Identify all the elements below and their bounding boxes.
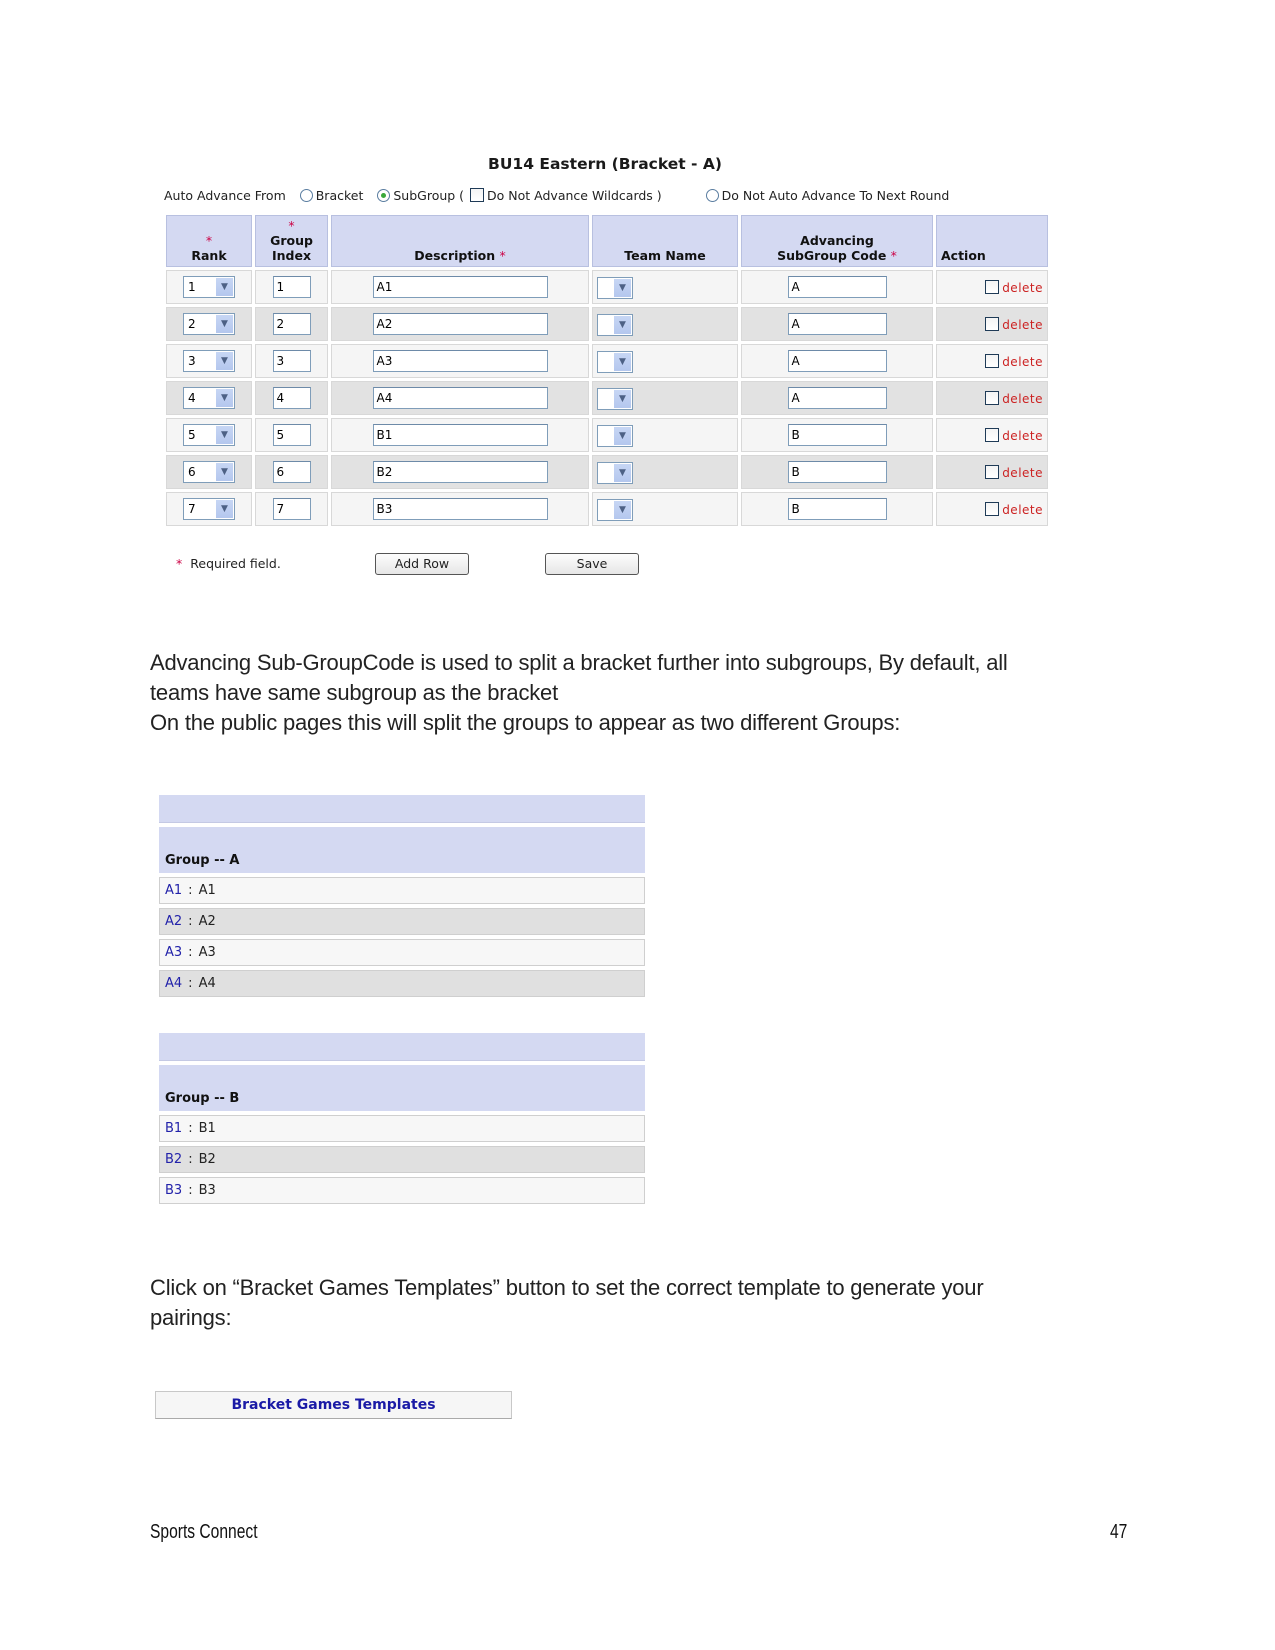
radio-subgroup[interactable] [377, 189, 390, 202]
col-description-label: Description [414, 248, 496, 263]
group-empty-bar [159, 795, 645, 823]
separator: : [188, 914, 193, 929]
table-row [166, 270, 1048, 304]
paragraph-line: pairings: [150, 1305, 232, 1330]
group-header: Group -- A [159, 827, 645, 873]
required-mark: * [288, 218, 295, 233]
team-name: A1 [198, 883, 216, 898]
group-index-input[interactable]: 6 [273, 461, 311, 483]
chevron-down-icon[interactable]: ▼ [614, 390, 631, 408]
chevron-down-icon[interactable]: ▼ [216, 426, 233, 444]
chevron-down-icon[interactable]: ▼ [216, 352, 233, 370]
rank-select[interactable] [183, 350, 235, 372]
team-name-select[interactable] [597, 388, 633, 410]
footer-brand: Sports Connect [150, 1521, 258, 1543]
col-group-index-label: Group [270, 233, 313, 248]
rank-value: 6 [188, 465, 196, 479]
delete-checkbox[interactable] [985, 317, 999, 331]
subgroup-code-input[interactable]: A [788, 313, 887, 335]
delete-checkbox[interactable] [985, 391, 999, 405]
team-name: B3 [198, 1183, 216, 1198]
subgroup-code-input[interactable]: B [788, 424, 887, 446]
chevron-down-icon[interactable]: ▼ [614, 501, 631, 519]
bracket-teams-table [163, 212, 1051, 529]
delete-checkbox[interactable] [985, 465, 999, 479]
team-code-link[interactable]: A3 [165, 945, 183, 960]
group-a-table [159, 795, 645, 997]
team-code-link[interactable]: A2 [165, 914, 183, 929]
chevron-down-icon[interactable]: ▼ [216, 463, 233, 481]
list-item [159, 1177, 645, 1204]
delete-link[interactable]: delete [1002, 280, 1043, 295]
chevron-down-icon[interactable]: ▼ [614, 427, 631, 445]
wildcards-label: Do Not Advance Wildcards ) [487, 188, 662, 203]
rank-select[interactable] [183, 424, 235, 446]
required-mark: * [890, 248, 897, 263]
col-team-name [592, 215, 738, 267]
subgroup-code-input[interactable]: A [788, 387, 887, 409]
delete-link[interactable]: delete [1002, 391, 1043, 406]
list-item [159, 939, 645, 966]
col-advancing-subgroup-code [741, 215, 933, 267]
rank-select[interactable] [183, 313, 235, 335]
chevron-down-icon[interactable]: ▼ [614, 316, 631, 334]
save-button[interactable]: Save [545, 553, 639, 575]
team-name-select[interactable] [597, 425, 633, 447]
chevron-down-icon[interactable]: ▼ [614, 464, 631, 482]
radio-bracket-label: Bracket [315, 188, 364, 203]
group-index-input[interactable]: 5 [273, 424, 311, 446]
required-mark: * [205, 233, 213, 248]
required-mark: * [499, 248, 506, 263]
group-empty-bar [159, 1033, 645, 1061]
table-row [166, 418, 1048, 452]
group-b-table [159, 1033, 645, 1204]
col-group-index-label: Index [271, 248, 312, 263]
group-index-input[interactable]: 3 [273, 350, 311, 372]
delete-link[interactable]: delete [1002, 465, 1043, 480]
radio-bracket[interactable] [300, 189, 313, 202]
table-header-row [166, 215, 1048, 267]
chevron-down-icon[interactable]: ▼ [216, 278, 233, 296]
add-row-button[interactable]: Add Row [375, 553, 469, 575]
delete-checkbox[interactable] [985, 502, 999, 516]
table-row [166, 344, 1048, 378]
page-number: 47 [1110, 1521, 1128, 1543]
group-header: Group -- B [159, 1065, 645, 1111]
subgroup-code-input[interactable]: A [788, 276, 887, 298]
description-input[interactable]: A4 [373, 387, 548, 409]
auto-advance-label: Auto Advance From [164, 188, 286, 203]
team-code-link[interactable]: B2 [165, 1152, 183, 1167]
team-name: A3 [198, 945, 216, 960]
group-index-input[interactable]: 7 [273, 498, 311, 520]
delete-link[interactable]: delete [1002, 428, 1043, 443]
rank-select[interactable] [183, 461, 235, 483]
description-input[interactable]: B1 [373, 424, 548, 446]
list-item [159, 1146, 645, 1173]
rank-select[interactable] [183, 387, 235, 409]
col-rank [166, 215, 252, 267]
team-code-link[interactable]: B1 [165, 1121, 183, 1136]
paragraph-line: Click on “Bracket Games Templates” button to set the correct template to generate your [150, 1275, 984, 1300]
team-name: A4 [198, 976, 216, 991]
radio-subgroup-label: SubGroup ( [393, 188, 465, 203]
group-index-input[interactable]: 2 [273, 313, 311, 335]
description-input[interactable]: A2 [373, 313, 548, 335]
required-mark: * [176, 556, 183, 571]
description-input[interactable]: B3 [373, 498, 548, 520]
list-item [159, 908, 645, 935]
team-name-select[interactable] [597, 351, 633, 373]
col-team-name-label: Team Name [624, 248, 706, 263]
radio-no-auto-advance[interactable] [706, 189, 719, 202]
team-name: B1 [198, 1121, 216, 1136]
table-row [166, 381, 1048, 415]
list-item [159, 877, 645, 904]
no-auto-advance-label: Do Not Auto Advance To Next Round [721, 188, 950, 203]
list-item [159, 1115, 645, 1142]
rank-select[interactable] [183, 498, 235, 520]
rank-value: 4 [188, 391, 196, 405]
paragraph-line: teams have same subgroup as the bracket [150, 680, 558, 705]
delete-link[interactable]: delete [1002, 354, 1043, 369]
col-description [331, 215, 589, 267]
rank-value: 2 [188, 317, 196, 331]
list-item [159, 970, 645, 997]
separator: : [188, 976, 193, 991]
separator: : [188, 883, 193, 898]
table-row [166, 455, 1048, 489]
required-field-note [176, 556, 281, 571]
group-index-input[interactable]: 1 [273, 276, 311, 298]
separator: : [188, 1183, 193, 1198]
team-name-select[interactable] [597, 314, 633, 336]
delete-checkbox[interactable] [985, 280, 999, 294]
group-index-input[interactable]: 4 [273, 387, 311, 409]
team-code-link[interactable]: A1 [165, 883, 183, 898]
bracket-games-templates-button[interactable]: Bracket Games Templates [155, 1391, 512, 1419]
chevron-down-icon[interactable]: ▼ [614, 353, 631, 371]
col-advancing-label: Advancing [800, 233, 874, 248]
separator: : [188, 1152, 193, 1167]
paragraph-line: Advancing Sub-GroupCode is used to split a bracket further into subgroups, By default, all [150, 650, 1008, 675]
rank-value: 5 [188, 428, 196, 442]
chevron-down-icon[interactable]: ▼ [216, 500, 233, 518]
separator: : [188, 1121, 193, 1136]
chevron-down-icon[interactable]: ▼ [614, 279, 631, 297]
description-input[interactable]: A1 [373, 276, 548, 298]
subgroup-code-input[interactable]: A [788, 350, 887, 372]
paragraph-line: On the public pages this will split the groups to appear as two different Groups: [150, 710, 901, 735]
delete-link[interactable]: delete [1002, 317, 1043, 332]
team-name-select[interactable] [597, 462, 633, 484]
chevron-down-icon[interactable]: ▼ [216, 315, 233, 333]
col-group-index [255, 215, 328, 267]
delete-checkbox[interactable] [985, 428, 999, 442]
chevron-down-icon[interactable]: ▼ [216, 389, 233, 407]
col-action [936, 215, 1048, 267]
team-name: A2 [198, 914, 216, 929]
rank-select[interactable] [183, 276, 235, 298]
team-name-select[interactable] [597, 277, 633, 299]
team-code-link[interactable]: A4 [165, 976, 183, 991]
table-row [166, 492, 1048, 526]
rank-value: 7 [188, 502, 196, 516]
table-row [166, 307, 1048, 341]
team-name-select[interactable] [597, 499, 633, 521]
delete-checkbox[interactable] [985, 354, 999, 368]
description-input[interactable]: A3 [373, 350, 548, 372]
col-advancing-label: SubGroup Code [777, 248, 887, 263]
col-rank-label: Rank [191, 248, 227, 263]
auto-advance-row [164, 188, 949, 203]
subgroup-code-input[interactable]: B [788, 461, 887, 483]
subgroup-code-input[interactable]: B [788, 498, 887, 520]
team-name: B2 [198, 1152, 216, 1167]
delete-link[interactable]: delete [1002, 502, 1043, 517]
description-input[interactable]: B2 [373, 461, 548, 483]
bracket-title: BU14 Eastern (Bracket - A) [488, 155, 722, 173]
rank-value: 3 [188, 354, 196, 368]
required-note-text: Required field. [190, 556, 281, 571]
team-code-link[interactable]: B3 [165, 1183, 183, 1198]
rank-value: 1 [188, 280, 196, 294]
wildcards-checkbox[interactable] [470, 188, 484, 202]
separator: : [188, 945, 193, 960]
col-action-label: Action [941, 248, 986, 263]
